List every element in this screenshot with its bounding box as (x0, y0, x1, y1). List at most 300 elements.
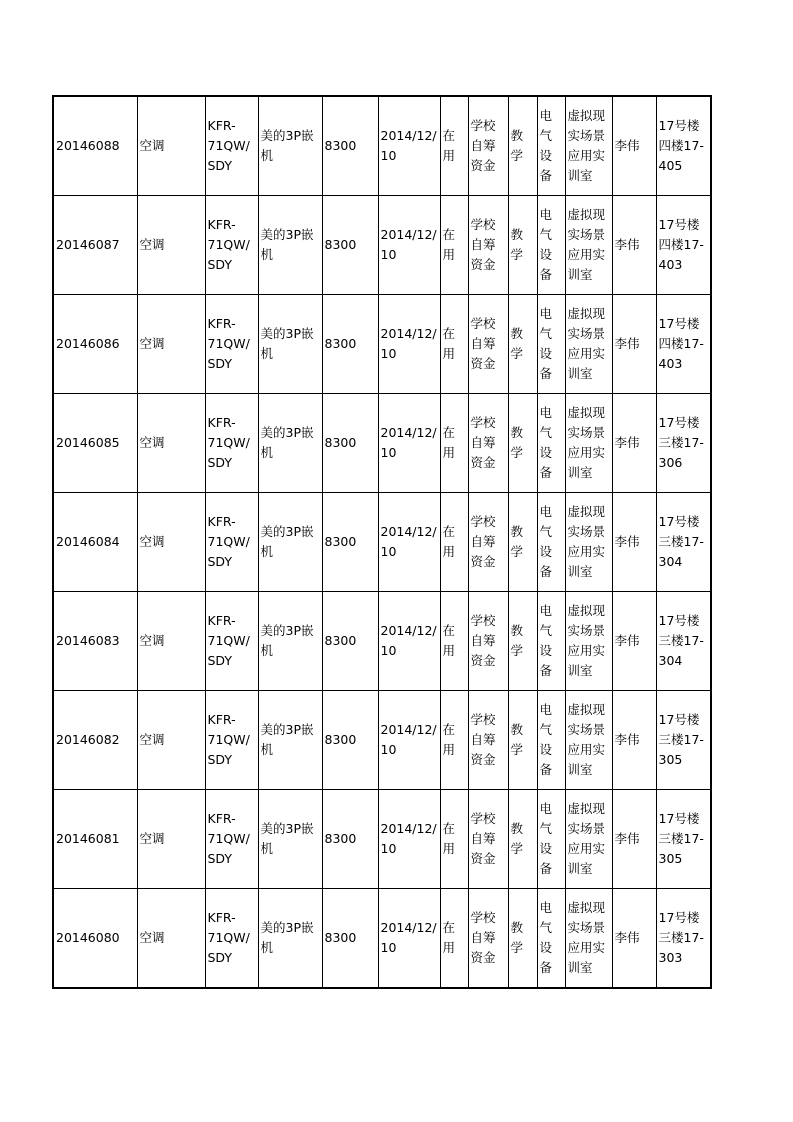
equipment-type-cell-line: 设 (539, 544, 553, 559)
equipment-type-cell-line: 气 (539, 722, 553, 737)
location-cell-line: 17号楼 (658, 910, 700, 925)
department-cell-line: 虚拟现 (567, 207, 606, 222)
usage-cell-line: 学 (510, 247, 524, 262)
equipment-type-cell (537, 196, 565, 295)
spec-cell-line: 美的3P嵌 (260, 524, 314, 539)
spec-cell-line: 美的3P嵌 (260, 722, 314, 737)
equipment-type-cell-line: 备 (539, 465, 553, 480)
purchase-date-cell (378, 691, 440, 790)
funding-source-cell-line: 学校 (470, 217, 496, 232)
location-cell-line: 三楼17- (658, 435, 704, 450)
department-cell-line: 虚拟现 (567, 603, 606, 618)
department-cell-line: 应用实 (567, 247, 606, 262)
purchase-date-cell-line: 2014/12/ (380, 722, 437, 737)
model-cell (205, 691, 258, 790)
table-row (53, 295, 711, 394)
custodian-cell: 李伟 (612, 691, 656, 790)
equipment-type-cell-line: 备 (539, 366, 553, 381)
purchase-date-cell (378, 889, 440, 989)
purchase-date-cell-line: 10 (380, 148, 397, 163)
location-cell-line: 403 (658, 257, 683, 272)
funding-source-cell-line: 自筹 (470, 930, 496, 945)
funding-source-cell-line: 学校 (470, 712, 496, 727)
custodian-cell: 李伟 (612, 96, 656, 196)
model-cell-line: 71QW/ (207, 633, 250, 648)
funding-source-cell-line: 学校 (470, 514, 496, 529)
spec-cell-line: 机 (260, 544, 274, 559)
equipment-type-cell (537, 493, 565, 592)
model-cell-line: KFR- (207, 712, 236, 727)
funding-source-cell-line: 自筹 (470, 831, 496, 846)
equipment-type-cell-line: 备 (539, 168, 553, 183)
usage-cell (508, 295, 537, 394)
funding-source-cell (468, 691, 508, 790)
asset-id-cell: 20146085 (53, 394, 137, 493)
status-cell-line: 在 (442, 227, 456, 242)
price-cell: 8300 (322, 493, 378, 592)
status-cell-line: 在 (442, 722, 456, 737)
purchase-date-cell (378, 96, 440, 196)
model-cell (205, 295, 258, 394)
purchase-date-cell-line: 10 (380, 643, 397, 658)
equipment-type-cell-line: 设 (539, 445, 553, 460)
spec-cell (258, 394, 322, 493)
table-row (53, 889, 711, 989)
purchase-date-cell-line: 2014/12/ (380, 128, 437, 143)
model-cell (205, 790, 258, 889)
location-cell (656, 889, 711, 989)
department-cell-line: 虚拟现 (567, 405, 606, 420)
location-cell-line: 305 (658, 752, 683, 767)
status-cell (440, 592, 468, 691)
purchase-date-cell-line: 10 (380, 346, 397, 361)
department-cell-line: 实场景 (567, 920, 606, 935)
location-cell-line: 303 (658, 950, 683, 965)
model-cell (205, 196, 258, 295)
location-cell-line: 305 (658, 851, 683, 866)
usage-cell (508, 889, 537, 989)
funding-source-cell-line: 资金 (470, 158, 496, 173)
spec-cell-line: 机 (260, 742, 274, 757)
purchase-date-cell-line: 10 (380, 544, 397, 559)
equipment-type-cell-line: 备 (539, 564, 553, 579)
funding-source-cell-line: 自筹 (470, 237, 496, 252)
model-cell-line: 71QW/ (207, 732, 250, 747)
status-cell (440, 96, 468, 196)
funding-source-cell (468, 295, 508, 394)
funding-source-cell-line: 学校 (470, 910, 496, 925)
equipment-type-cell-line: 电 (539, 306, 553, 321)
model-cell-line: KFR- (207, 811, 236, 826)
price-cell: 8300 (322, 592, 378, 691)
model-cell-line: SDY (207, 158, 233, 173)
spec-cell-line: 机 (260, 643, 274, 658)
usage-cell-line: 教 (510, 722, 524, 737)
custodian-cell: 李伟 (612, 196, 656, 295)
asset-table-body (53, 96, 711, 988)
model-cell-line: KFR- (207, 910, 236, 925)
funding-source-cell (468, 96, 508, 196)
funding-source-cell-line: 自筹 (470, 336, 496, 351)
location-cell-line: 17号楼 (658, 712, 700, 727)
equipment-type-cell-line: 气 (539, 821, 553, 836)
department-cell-line: 实场景 (567, 524, 606, 539)
funding-source-cell-line: 学校 (470, 415, 496, 430)
usage-cell-line: 学 (510, 346, 524, 361)
model-cell-line: KFR- (207, 613, 236, 628)
table-row (53, 196, 711, 295)
usage-cell-line: 教 (510, 128, 524, 143)
status-cell-line: 用 (442, 247, 456, 262)
department-cell-line: 训室 (567, 564, 593, 579)
model-cell-line: 71QW/ (207, 237, 250, 252)
model-cell-line: 71QW/ (207, 435, 250, 450)
asset-id-cell: 20146087 (53, 196, 137, 295)
funding-source-cell-line: 自筹 (470, 633, 496, 648)
spec-cell (258, 790, 322, 889)
category-cell: 空调 (137, 790, 205, 889)
model-cell-line: KFR- (207, 118, 236, 133)
equipment-type-cell-line: 气 (539, 524, 553, 539)
equipment-type-cell-line: 设 (539, 940, 553, 955)
funding-source-cell-line: 资金 (470, 257, 496, 272)
department-cell-line: 训室 (567, 861, 593, 876)
usage-cell-line: 学 (510, 445, 524, 460)
location-cell-line: 三楼17- (658, 732, 704, 747)
model-cell-line: 71QW/ (207, 534, 250, 549)
equipment-type-cell-line: 电 (539, 504, 553, 519)
location-cell-line: 304 (658, 554, 683, 569)
funding-source-cell (468, 196, 508, 295)
equipment-type-cell-line: 电 (539, 801, 553, 816)
location-cell-line: 17号楼 (658, 415, 700, 430)
department-cell (565, 790, 612, 889)
status-cell-line: 用 (442, 742, 456, 757)
equipment-type-cell (537, 295, 565, 394)
status-cell-line: 用 (442, 544, 456, 559)
equipment-type-cell-line: 设 (539, 742, 553, 757)
location-cell-line: 403 (658, 356, 683, 371)
purchase-date-cell-line: 2014/12/ (380, 227, 437, 242)
purchase-date-cell (378, 196, 440, 295)
price-cell: 8300 (322, 790, 378, 889)
status-cell (440, 295, 468, 394)
spec-cell-line: 机 (260, 346, 274, 361)
spec-cell-line: 美的3P嵌 (260, 623, 314, 638)
usage-cell (508, 96, 537, 196)
table-row (53, 790, 711, 889)
funding-source-cell-line: 资金 (470, 455, 496, 470)
table-row (53, 691, 711, 790)
usage-cell-line: 教 (510, 425, 524, 440)
model-cell-line: 71QW/ (207, 831, 250, 846)
purchase-date-cell (378, 790, 440, 889)
model-cell-line: 71QW/ (207, 138, 250, 153)
spec-cell-line: 机 (260, 841, 274, 856)
purchase-date-cell-line: 2014/12/ (380, 326, 437, 341)
model-cell-line: KFR- (207, 415, 236, 430)
model-cell-line: SDY (207, 752, 233, 767)
status-cell (440, 493, 468, 592)
purchase-date-cell-line: 10 (380, 940, 397, 955)
department-cell-line: 训室 (567, 366, 593, 381)
status-cell-line: 在 (442, 128, 456, 143)
table-row (53, 394, 711, 493)
category-cell: 空调 (137, 394, 205, 493)
spec-cell (258, 493, 322, 592)
purchase-date-cell (378, 295, 440, 394)
model-cell (205, 394, 258, 493)
department-cell-line: 实场景 (567, 128, 606, 143)
status-cell-line: 用 (442, 148, 456, 163)
equipment-type-cell-line: 气 (539, 128, 553, 143)
location-cell (656, 592, 711, 691)
usage-cell-line: 学 (510, 742, 524, 757)
price-cell: 8300 (322, 691, 378, 790)
custodian-cell: 李伟 (612, 889, 656, 989)
department-cell-line: 应用实 (567, 643, 606, 658)
equipment-type-cell (537, 691, 565, 790)
table-row (53, 96, 711, 196)
price-cell: 8300 (322, 394, 378, 493)
equipment-type-cell (537, 790, 565, 889)
department-cell-line: 实场景 (567, 425, 606, 440)
equipment-type-cell-line: 备 (539, 663, 553, 678)
equipment-type-cell-line: 气 (539, 227, 553, 242)
funding-source-cell-line: 自筹 (470, 138, 496, 153)
location-cell (656, 691, 711, 790)
usage-cell (508, 691, 537, 790)
price-cell: 8300 (322, 196, 378, 295)
table-row (53, 592, 711, 691)
model-cell (205, 493, 258, 592)
department-cell-line: 虚拟现 (567, 900, 606, 915)
purchase-date-cell-line: 2014/12/ (380, 524, 437, 539)
status-cell (440, 691, 468, 790)
purchase-date-cell-line: 10 (380, 445, 397, 460)
department-cell-line: 训室 (567, 465, 593, 480)
department-cell-line: 应用实 (567, 940, 606, 955)
asset-id-cell: 20146083 (53, 592, 137, 691)
location-cell (656, 394, 711, 493)
department-cell (565, 889, 612, 989)
model-cell-line: SDY (207, 554, 233, 569)
location-cell (656, 493, 711, 592)
department-cell (565, 96, 612, 196)
equipment-type-cell-line: 设 (539, 148, 553, 163)
department-cell (565, 592, 612, 691)
equipment-type-cell (537, 394, 565, 493)
equipment-type-cell-line: 设 (539, 841, 553, 856)
price-cell: 8300 (322, 295, 378, 394)
asset-id-cell: 20146080 (53, 889, 137, 989)
purchase-date-cell (378, 394, 440, 493)
department-cell-line: 虚拟现 (567, 108, 606, 123)
equipment-type-cell-line: 气 (539, 425, 553, 440)
department-cell (565, 394, 612, 493)
spec-cell (258, 295, 322, 394)
purchase-date-cell (378, 493, 440, 592)
status-cell-line: 用 (442, 346, 456, 361)
department-cell-line: 虚拟现 (567, 306, 606, 321)
department-cell-line: 实场景 (567, 722, 606, 737)
spec-cell (258, 592, 322, 691)
funding-source-cell-line: 自筹 (470, 534, 496, 549)
equipment-type-cell-line: 电 (539, 702, 553, 717)
custodian-cell: 李伟 (612, 592, 656, 691)
department-cell-line: 虚拟现 (567, 504, 606, 519)
status-cell (440, 790, 468, 889)
custodian-cell: 李伟 (612, 493, 656, 592)
department-cell-line: 实场景 (567, 623, 606, 638)
equipment-type-cell-line: 气 (539, 326, 553, 341)
status-cell-line: 用 (442, 940, 456, 955)
equipment-type-cell-line: 电 (539, 207, 553, 222)
status-cell-line: 在 (442, 920, 456, 935)
usage-cell (508, 592, 537, 691)
status-cell-line: 在 (442, 326, 456, 341)
equipment-type-cell-line: 设 (539, 346, 553, 361)
funding-source-cell-line: 资金 (470, 554, 496, 569)
department-cell-line: 实场景 (567, 227, 606, 242)
purchase-date-cell-line: 2014/12/ (380, 425, 437, 440)
status-cell-line: 用 (442, 841, 456, 856)
location-cell-line: 17号楼 (658, 118, 700, 133)
location-cell-line: 三楼17- (658, 930, 704, 945)
location-cell-line: 306 (658, 455, 683, 470)
status-cell-line: 在 (442, 821, 456, 836)
asset-table (52, 95, 712, 989)
purchase-date-cell-line: 10 (380, 742, 397, 757)
location-cell-line: 三楼17- (658, 633, 704, 648)
model-cell-line: KFR- (207, 316, 236, 331)
table-row (53, 493, 711, 592)
price-cell: 8300 (322, 889, 378, 989)
status-cell-line: 在 (442, 623, 456, 638)
category-cell: 空调 (137, 196, 205, 295)
spec-cell-line: 机 (260, 247, 274, 262)
location-cell-line: 405 (658, 158, 683, 173)
usage-cell-line: 教 (510, 326, 524, 341)
department-cell-line: 实场景 (567, 326, 606, 341)
department-cell-line: 应用实 (567, 544, 606, 559)
usage-cell-line: 教 (510, 524, 524, 539)
usage-cell (508, 196, 537, 295)
spec-cell (258, 96, 322, 196)
location-cell-line: 17号楼 (658, 316, 700, 331)
status-cell-line: 在 (442, 524, 456, 539)
equipment-type-cell-line: 电 (539, 405, 553, 420)
model-cell-line: SDY (207, 257, 233, 272)
funding-source-cell-line: 资金 (470, 752, 496, 767)
model-cell-line: KFR- (207, 217, 236, 232)
equipment-type-cell-line: 备 (539, 762, 553, 777)
category-cell: 空调 (137, 889, 205, 989)
usage-cell (508, 790, 537, 889)
spec-cell-line: 美的3P嵌 (260, 821, 314, 836)
category-cell: 空调 (137, 592, 205, 691)
location-cell (656, 196, 711, 295)
spec-cell-line: 美的3P嵌 (260, 128, 314, 143)
spec-cell-line: 机 (260, 148, 274, 163)
model-cell-line: 71QW/ (207, 930, 250, 945)
funding-source-cell-line: 资金 (470, 851, 496, 866)
equipment-type-cell-line: 电 (539, 900, 553, 915)
location-cell-line: 17号楼 (658, 613, 700, 628)
model-cell-line: SDY (207, 455, 233, 470)
location-cell-line: 四楼17- (658, 237, 704, 252)
department-cell (565, 691, 612, 790)
funding-source-cell (468, 394, 508, 493)
department-cell-line: 训室 (567, 267, 593, 282)
funding-source-cell-line: 资金 (470, 653, 496, 668)
usage-cell-line: 教 (510, 227, 524, 242)
funding-source-cell (468, 592, 508, 691)
price-cell: 8300 (322, 96, 378, 196)
equipment-type-cell-line: 气 (539, 623, 553, 638)
equipment-type-cell-line: 备 (539, 960, 553, 975)
funding-source-cell (468, 790, 508, 889)
purchase-date-cell-line: 2014/12/ (380, 821, 437, 836)
usage-cell (508, 493, 537, 592)
department-cell-line: 训室 (567, 168, 593, 183)
equipment-type-cell-line: 设 (539, 643, 553, 658)
location-cell-line: 四楼17- (658, 138, 704, 153)
spec-cell (258, 691, 322, 790)
asset-id-cell: 20146081 (53, 790, 137, 889)
usage-cell-line: 学 (510, 544, 524, 559)
usage-cell-line: 教 (510, 623, 524, 638)
department-cell (565, 493, 612, 592)
department-cell-line: 应用实 (567, 841, 606, 856)
department-cell-line: 训室 (567, 762, 593, 777)
spec-cell-line: 机 (260, 940, 274, 955)
usage-cell-line: 学 (510, 940, 524, 955)
funding-source-cell (468, 889, 508, 989)
asset-id-cell: 20146082 (53, 691, 137, 790)
asset-id-cell: 20146084 (53, 493, 137, 592)
equipment-type-cell-line: 电 (539, 108, 553, 123)
equipment-type-cell-line: 备 (539, 861, 553, 876)
department-cell-line: 应用实 (567, 148, 606, 163)
category-cell: 空调 (137, 96, 205, 196)
usage-cell-line: 教 (510, 821, 524, 836)
department-cell-line: 应用实 (567, 742, 606, 757)
equipment-type-cell-line: 电 (539, 603, 553, 618)
location-cell-line: 17号楼 (658, 217, 700, 232)
custodian-cell: 李伟 (612, 295, 656, 394)
model-cell (205, 96, 258, 196)
location-cell-line: 三楼17- (658, 534, 704, 549)
funding-source-cell-line: 学校 (470, 811, 496, 826)
usage-cell-line: 学 (510, 643, 524, 658)
department-cell (565, 295, 612, 394)
usage-cell-line: 学 (510, 841, 524, 856)
funding-source-cell-line: 资金 (470, 950, 496, 965)
asset-id-cell: 20146088 (53, 96, 137, 196)
department-cell-line: 训室 (567, 663, 593, 678)
spec-cell-line: 美的3P嵌 (260, 920, 314, 935)
location-cell-line: 17号楼 (658, 514, 700, 529)
status-cell-line: 用 (442, 643, 456, 658)
purchase-date-cell-line: 10 (380, 247, 397, 262)
department-cell (565, 196, 612, 295)
usage-cell-line: 教 (510, 920, 524, 935)
status-cell (440, 394, 468, 493)
funding-source-cell-line: 自筹 (470, 732, 496, 747)
model-cell-line: KFR- (207, 514, 236, 529)
location-cell-line: 17号楼 (658, 811, 700, 826)
